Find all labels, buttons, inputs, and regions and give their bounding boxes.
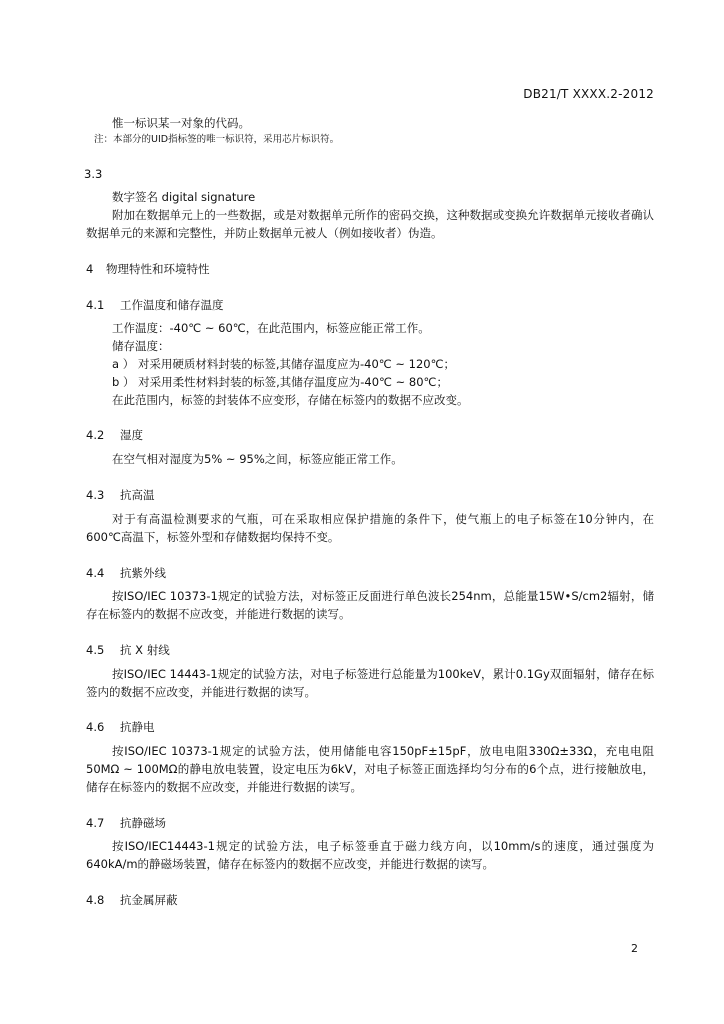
section-title: 抗 X 射线: [120, 642, 170, 657]
section-number: 4.8: [86, 893, 105, 908]
section-title: 抗静磁场: [120, 815, 166, 830]
list-item: b ） 对采用柔性材料封装的标签,其储存温度应为-40℃ ~ 80℃；: [112, 374, 448, 389]
page-number: 2: [631, 942, 638, 955]
section-title: 抗高温: [120, 488, 155, 503]
section-number: 4.3: [86, 488, 105, 503]
section-text: 按ISO/IEC 10373-1规定的试验方法，使用储能电容150pF±15pF，放电电阻330Ω±33Ω，充电电阻50MΩ ~ 100MΩ的静电放电装置，设定电压为6kV，对电子标签正面选择均匀分布的6个点，进行接触放电，储存在标签内的数据不应改变，并能进行数据的读写。: [86, 744, 654, 794]
section-text: 对于有高温检测要求的气瓶，可在采取相应保护措施的条件下，使气瓶上的电子标签在10分钟内，在600℃高温下，标签外型和存储数据均保持不变。: [86, 511, 654, 544]
section-heading-4-3: [86, 487, 654, 505]
section-number: 4.6: [86, 720, 105, 735]
section-number: 4.5: [86, 642, 105, 657]
section-title: 湿度: [120, 428, 143, 443]
section-heading-4-5: [86, 642, 654, 660]
section-text: 按ISO/IEC 10373-1规定的试验方法，对标签正反面进行单色波长254nm，总能量15W•S/cm2辐射，储存在标签内的数据不应改变，并能进行数据的读写。: [86, 589, 654, 622]
section-text: 按ISO/IEC14443-1规定的试验方法，电子标签垂直于磁力线方向，以10mm/s的速度，通过强度为640kA/m的静磁场装置，储存在标签内的数据不应改变，并能进行数据的读写。: [86, 839, 654, 872]
section-heading-4-8: [86, 892, 654, 910]
paragraph-line: 工作温度：-40℃ ~ 60℃，在此范围内，标签应能正常工作。: [112, 321, 430, 336]
section-heading-4-1: [86, 297, 654, 315]
section-text: 按ISO/IEC 14443-1规定的试验方法，对电子标签进行总能量为100keV，累计0.1Gy双面辐射，储存在标签内的数据不应改变，并能进行数据的读写。: [86, 666, 654, 699]
section-heading-4-4: [86, 565, 654, 583]
section-title: 抗紫外线: [120, 565, 166, 580]
document-body: [86, 115, 654, 916]
section-number: 4: [86, 261, 94, 276]
section-number: 3.3: [84, 166, 103, 181]
section-title: 工作温度和储存温度: [120, 297, 224, 312]
section-heading-4-2: [86, 427, 654, 445]
section-number: 4.1: [86, 297, 105, 312]
section-title: 抗金属屏蔽: [120, 893, 178, 908]
paragraph-line: 储存温度：: [112, 339, 170, 354]
section-number: 4.4: [86, 565, 105, 580]
section-heading-4-6: [86, 719, 654, 737]
section-heading-3-3: [84, 166, 654, 184]
section-title: 物理特性和环境特性: [106, 261, 210, 276]
section-title: 抗静电: [120, 720, 155, 735]
list-item: a ） 对采用硬质材料封装的标签,其储存温度应为-40℃ ~ 120℃；: [112, 357, 456, 372]
definition-text: 惟一标识某一对象的代码。: [112, 116, 250, 130]
section-heading-4-7: [86, 815, 654, 833]
document-code: DB21/T XXXX.2-2012: [523, 87, 654, 101]
section-number: 4.7: [86, 815, 105, 830]
term-title: 数字签名 digital signature: [112, 190, 256, 205]
paragraph-line: 在此范围内，标签的封装体不应变形，存储在标签内的数据不应改变。: [112, 392, 469, 407]
section-heading-4: [86, 261, 654, 279]
section-text: 在空气相对湿度为5% ~ 95%之间，标签应能正常工作。: [112, 452, 403, 467]
note-text: 注：本部分的UID指标签的唯一标识符，采用芯片标识符。: [94, 133, 340, 145]
term-definition: 附加在数据单元上的一些数据，或是对数据单元所作的密码交换，这种数据或变换允许数据单元接收者确认数据单元的来源和完整性，并防止数据单元被人（例如接收者）伪造。: [86, 208, 654, 240]
section-number: 4.2: [86, 428, 105, 443]
